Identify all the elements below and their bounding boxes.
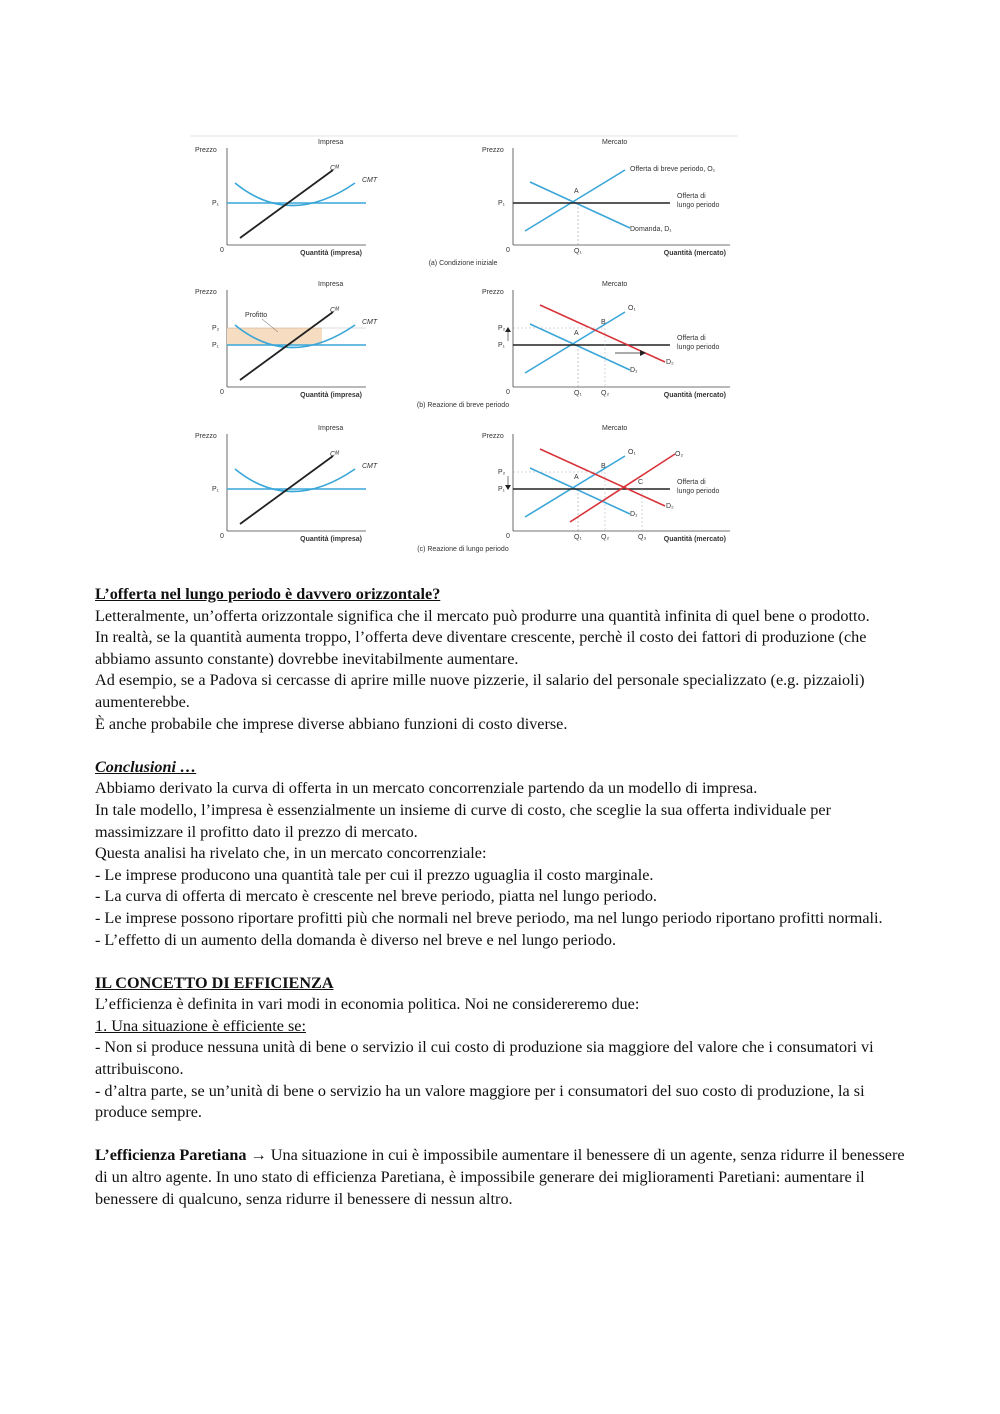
mercato-xlabel: Quantità (mercato) (663, 392, 726, 399)
paragraph: L’efficienza è definita in vari modi in economia politica. Noi ne considereremo due: (95, 995, 640, 1014)
mercato-xlabel: Quantità (mercato) (663, 250, 726, 257)
panel-caption: (a) Condizione iniziale (428, 260, 498, 267)
demand-d1-label: D₁ (630, 511, 638, 518)
mercato-origin: 0 (506, 389, 510, 396)
cmt-label: CMT (362, 319, 378, 326)
q3-label: Q₃ (638, 534, 647, 541)
q2-label: Q₂ (601, 390, 610, 397)
supply-o2 (570, 454, 675, 522)
supply-short-label: Offerta di breve periodo, O₁ (630, 166, 716, 173)
impresa-p1-label: P₁ (212, 486, 220, 493)
arrow-right-icon (640, 350, 646, 356)
impresa-ylabel: Prezzo (195, 289, 217, 296)
mercato-p1-label: P₁ (498, 486, 506, 493)
impresa-title: Impresa (318, 281, 344, 288)
supply-o1-label: O₁ (628, 449, 636, 456)
demand-d1 (530, 324, 630, 370)
mercato-origin: 0 (506, 247, 510, 254)
list-item: - Le imprese producono una quantità tale per cui il prezzo uguaglia il costo marginale. (95, 865, 654, 884)
impresa-title: Impresa (318, 425, 344, 432)
marginal-cost-curve (240, 456, 333, 524)
supply-long-label-2: lungo periodo (677, 202, 720, 209)
demand-d1-label: D₁ (630, 367, 638, 374)
mercato-ylabel: Prezzo (482, 289, 504, 296)
impresa-p1-label: P₁ (212, 200, 220, 207)
demand-d2 (540, 305, 665, 362)
section-heading-long-run-supply: L’offerta nel lungo periodo è davvero orizzontale? (95, 585, 441, 603)
pareto-term: L’efficienza Paretiana (95, 1146, 247, 1165)
supply-o1-label: O₁ (628, 305, 636, 312)
impresa-origin: 0 (220, 533, 224, 540)
arrow-down-icon (505, 485, 511, 490)
supply-long-label-2: lungo periodo (677, 344, 720, 351)
point-c-label: C (638, 479, 644, 486)
paragraph: Letteralmente, un’offerta orizzontale significa che il mercato può produrre una quantità infinita di quel bene o prodotto. (95, 606, 870, 625)
impresa-origin: 0 (220, 247, 224, 254)
point-b-label: B (601, 463, 606, 470)
demand-label: Domanda, D₁ (630, 226, 672, 233)
q2-label: Q₂ (601, 534, 610, 541)
mercato-title: Mercato (602, 281, 628, 288)
impresa-p1-label: P₁ (212, 342, 220, 349)
mercato-title: Mercato (602, 425, 628, 432)
supply-long-label-2: lungo periodo (677, 488, 720, 495)
mercato-p1-label: P₁ (498, 200, 506, 207)
mercato-ylabel: Prezzo (482, 147, 504, 154)
pareto-definition: Una situazione in cui è impossibile aumentare il benessere di un agente, senza ridurre il benessere di un altro agente. In uno stato di efficienza Paretiana, è impossibile generare dei miglioramenti Paretiani: aumentare il benessere di qualcuno, senza ridurre il benessere di nessun altro. (95, 1146, 905, 1208)
impresa-xlabel: Quantità (impresa) (300, 392, 362, 399)
demand-d2-label: D₂ (666, 503, 674, 510)
point-a-label: A (574, 330, 579, 337)
economics-figure (190, 128, 750, 558)
figure-panel-3 (195, 425, 730, 553)
point-b-label: B (601, 319, 606, 326)
paragraph: In tale modello, l’impresa è essenzialmente un insieme di curve di costo, che sceglie la sua offerta individuale per massimizzare il profitto dato il prezzo di mercato. (95, 800, 831, 841)
section-heading-efficiency: IL CONCETTO DI EFFICIENZA (95, 973, 334, 992)
mercato-origin: 0 (506, 533, 510, 540)
paragraph: In realtà, se la quantità aumenta troppo, l’offerta deve diventare crescente, perchè il costo dei fattori di produzione (che abbiamo assunto constante) dovrebbe inevitabilmente aumentare. (95, 628, 867, 668)
cmt-label: CMT (362, 463, 378, 470)
mercato-p1-label: P₁ (498, 342, 506, 349)
demand-d2 (540, 449, 665, 506)
marginal-cost-curve (240, 312, 333, 380)
paragraph: È anche probabile che imprese diverse abbiano funzioni di costo diverse. (95, 714, 568, 733)
arrow-up-icon (505, 327, 511, 332)
supply-o1 (525, 170, 625, 231)
q1-label: Q₁ (574, 534, 582, 541)
cmt-curve (235, 183, 355, 206)
list-item: - d’altra parte, se un’unità di bene o servizio ha un valore maggiore per i consumatori del suo costo di produzione, la si produce sempre. (95, 1081, 865, 1122)
impresa-origin: 0 (220, 389, 224, 396)
mercato-ylabel: Prezzo (482, 433, 504, 440)
point-a-label: A (574, 188, 579, 195)
paragraph: Ad esempio, se a Padova si cercasse di aprire mille nuove pizzerie, il salario del personale specializzato (e.g. pizzaioli) aumenterebbe. (95, 671, 865, 711)
list-item: - Le imprese possono riportare profitti più che normali nel breve periodo, ma nel lungo periodo riportano profitti normali. (95, 908, 883, 927)
impresa-xlabel: Quantità (impresa) (300, 250, 362, 257)
document-body (95, 584, 915, 1210)
supply-o2-label: O₂ (675, 451, 684, 458)
cmt-label: CMT (362, 177, 378, 184)
demand-d1 (530, 468, 630, 514)
demand-d2-label: D₂ (666, 359, 674, 366)
panel-caption: (b) Reazione di breve periodo (416, 402, 510, 409)
mc-label: Cᴹ (330, 307, 339, 314)
mc-label: Cᴹ (330, 451, 339, 458)
impresa-ylabel: Prezzo (195, 147, 217, 154)
mc-label: Cᴹ (330, 165, 339, 172)
profit-label: Profitto (245, 312, 268, 319)
marginal-cost-curve (240, 170, 333, 238)
impresa-title: Impresa (318, 139, 344, 146)
impresa-xlabel: Quantità (impresa) (300, 536, 362, 543)
point-a-label: A (574, 474, 579, 481)
mercato-p2-label: P₂ (498, 469, 506, 476)
impresa-p2-label: P₂ (212, 325, 220, 332)
supply-long-label-1: Offerta di (677, 479, 706, 486)
q1-label: Q₁ (574, 390, 582, 397)
arrow-right-icon: → (246, 1146, 271, 1165)
list-item: - L’effetto di un aumento della domanda è diverso nel breve e nel lungo periodo. (95, 930, 616, 949)
q1-label: Q₁ (574, 248, 582, 255)
mercato-p2-label: P₂ (498, 325, 506, 332)
subheading: 1. Una situazione è efficiente se: (95, 1016, 306, 1035)
list-item: - La curva di offerta di mercato è crescente nel breve periodo, piatta nel lungo periodo. (95, 887, 657, 906)
paragraph-pareto (95, 1145, 915, 1210)
list-item: - Non si produce nessuna unità di bene o servizio il cui costo di produzione sia maggiore del valore che i consumatori vi attribuiscono. (95, 1038, 874, 1079)
figure-panel-2 (195, 281, 730, 409)
impresa-ylabel: Prezzo (195, 433, 217, 440)
supply-long-label-1: Offerta di (677, 335, 706, 342)
figure-panel-1 (195, 139, 730, 267)
section-heading-conclusions: Conclusioni … (95, 757, 197, 776)
demand-d1 (530, 182, 630, 228)
paragraph: Questa analisi ha rivelato che, in un mercato concorrenziale: (95, 844, 487, 863)
mercato-xlabel: Quantità (mercato) (663, 536, 726, 543)
mercato-title: Mercato (602, 139, 628, 146)
paragraph: Abbiamo derivato la curva di offerta in un mercato concorrenziale partendo da un modello di impresa. (95, 779, 758, 798)
panel-caption: (c) Reazione di lungo periodo (417, 546, 509, 553)
supply-long-label-1: Offerta di (677, 193, 706, 200)
figure-svg (190, 128, 750, 558)
cmt-curve (235, 469, 355, 492)
